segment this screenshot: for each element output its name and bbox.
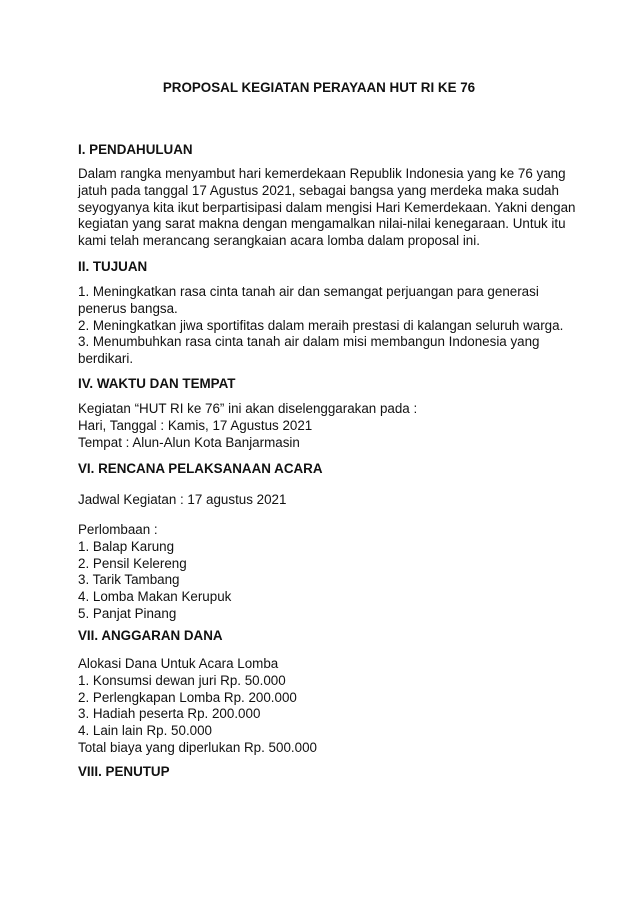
heading-anggaran-dana: VII. ANGGARAN DANA xyxy=(78,628,223,643)
heading-penutup: VIII. PENUTUP xyxy=(78,764,170,779)
list-item: 1. Konsumsi dewan juri Rp. 50.000 xyxy=(78,672,286,688)
text-line: penerus bangsa. xyxy=(78,300,178,316)
paragraph-tujuan xyxy=(78,284,563,368)
list-item: 2. Perlengkapan Lomba Rp. 200.000 xyxy=(78,689,297,705)
list-item: 1. Balap Karung xyxy=(78,538,175,554)
text-line: Tempat : Alun-Alun Kota Banjarmasin xyxy=(78,434,300,450)
list-item: 2. Pensil Kelereng xyxy=(78,555,187,571)
text-line: jatuh pada tanggal 17 Agustus 2021, sebagai bangsa yang merdeka maka sudah xyxy=(78,182,559,198)
text-line: Dalam rangka menyambut hari kemerdekaan Republik Indonesia yang ke 76 yang xyxy=(78,166,566,181)
competition-list xyxy=(78,522,231,623)
budget-list xyxy=(78,656,317,757)
text-line: 3. Menumbuhkan rasa cinta tanah air dalam misi membangun Indonesia yang xyxy=(78,334,540,350)
list-item: 4. Lomba Makan Kerupuk xyxy=(78,589,232,605)
document-title: PROPOSAL KEGIATAN PERAYAAN HUT RI KE 76 xyxy=(162,80,476,95)
text-line: Kegiatan “HUT RI ke 76” ini akan diselenggarakan pada : xyxy=(78,401,418,416)
text-line: 1. Meningkatkan rasa cinta tanah air dan semangat perjuangan para generasi xyxy=(78,284,539,299)
heading-tujuan: II. TUJUAN xyxy=(78,259,148,274)
text-line: kegiatan yang sarat makna dengan mengamalkan nilai-nilai kenegaraan. Untuk itu xyxy=(78,216,566,232)
paragraph-pendahuluan xyxy=(78,166,575,250)
schedule-line: Jadwal Kegiatan : 17 agustus 2021 xyxy=(78,492,287,507)
list-item: 3. Tarik Tambang xyxy=(78,572,180,588)
text-line: seyogyanya kita ikut berpartisipasi dalam mengisi Hari Kemerdekaan. Yakni dengan xyxy=(78,199,576,215)
list-item: 3. Hadiah peserta Rp. 200.000 xyxy=(78,706,261,722)
heading-pendahuluan: I. PENDAHULUAN xyxy=(78,142,193,157)
heading-waktu-dan-tempat: IV. WAKTU DAN TEMPAT xyxy=(78,376,236,391)
heading-rencana-pelaksanaan: VI. RENCANA PELAKSANAAN ACARA xyxy=(78,461,323,476)
text-line: kami telah merancang serangkaian acara lomba dalam proposal ini. xyxy=(78,233,480,249)
list-item: 4. Lain lain Rp. 50.000 xyxy=(78,723,213,739)
text-line: Alokasi Dana Untuk Acara Lomba xyxy=(78,656,279,671)
text-line: 2. Meningkatkan jiwa sportifitas dalam meraih prestasi di kalangan seluruh warga. xyxy=(78,317,564,333)
paragraph-waktu-dan-tempat xyxy=(78,401,417,451)
text-line: Perlombaan : xyxy=(78,522,158,537)
text-line: berdikari. xyxy=(78,351,134,367)
budget-total: Total biaya yang diperlukan Rp. 500.000 xyxy=(78,739,317,755)
text-line: Hari, Tanggal : Kamis, 17 Agustus 2021 xyxy=(78,417,313,433)
list-item: 5. Panjat Pinang xyxy=(78,605,177,621)
